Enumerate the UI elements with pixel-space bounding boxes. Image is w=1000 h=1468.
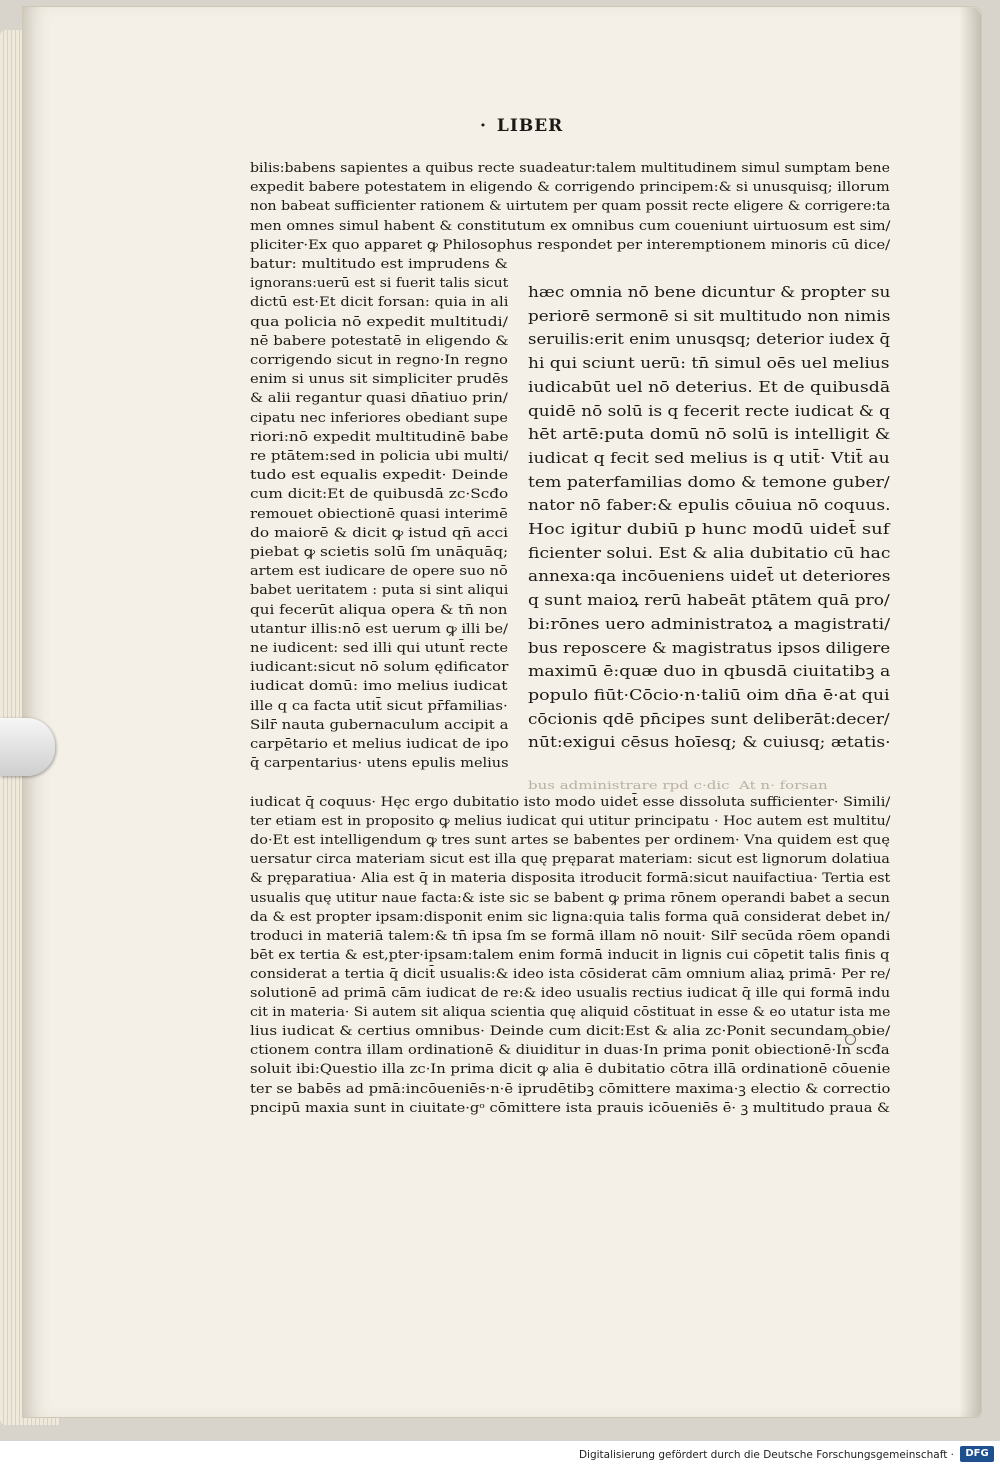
footer-credit: Digitalisierung gefördert durch die Deutsche Forschungsgemeinschaft · <box>578 1449 954 1461</box>
right-column-line: nator nō faber:& epulis cōuiua nō coquus. <box>528 497 891 515</box>
right-column-line: quidē nō solū is q fecerit recte iudicat & q <box>528 402 890 420</box>
bottom-text-line: & pręparatiua· Alia est q̄ in materia disposita itroducit formā:sicut nauifactiua· Tertia est <box>250 871 891 887</box>
left-column-line: piebat ꝙ scietis solū ſm unāquāq; <box>250 545 509 560</box>
right-column-line: iudicabūt uel nō deterius. Et de quibusdā <box>528 378 891 396</box>
right-column-line: ficienter solui. Est & alia dubitatio cū hac <box>528 544 891 562</box>
show-through-text: bus administrare rpd c·dic At n· forsan <box>528 779 828 792</box>
bottom-text-line: usualis quę utitur naue facta:& iste sic se babent ꝙ prima rōnem operandi babet a secun <box>250 890 890 906</box>
right-column-line: tem paterfamilias domo & temone guber/ <box>528 473 890 491</box>
right-column-line: seruilis:erit enim unusqsq; deterior iudex q̄ <box>528 331 891 349</box>
left-column-line: cum dicit:Et de quibusdā zc·Scđo <box>250 487 509 503</box>
ink-mark <box>845 1034 856 1045</box>
left-column-line: q̄ carpentarius· utens epulis melius <box>250 756 509 772</box>
left-column-line: riori:nō expedit multitudinē babe <box>250 429 509 445</box>
bottom-text-line: lius iudicat & certius omnibus· Deinde cum dicit:Est & alia zc·Ponit secundam obie/ <box>250 1024 891 1040</box>
right-column-line: hi qui sciunt uerū: tn̄ simul oēs uel melius <box>528 355 890 373</box>
left-column-line: cipatu nec inferiores obediant supe <box>250 410 508 426</box>
left-column-line: carpētario et melius iudicat de ipo <box>250 737 509 752</box>
right-column-line: annexa:qa incōueniens uidet̄ ut deteriores <box>528 568 891 586</box>
left-column-line: nē babere potestatē in eligendo & <box>250 333 509 349</box>
left-column-line: utantur illis:nō est uerum ꝙ illi be/ <box>250 621 509 637</box>
bottom-text-line: da & est propter ipsam:disponit enim sic ligna:quia talis forma quā considerat debet in/ <box>250 909 890 925</box>
bottom-text-line: ctionem contra illam ordinationē & diuiditur in duas·In prima ponit obiectionē·In scđa <box>250 1043 890 1059</box>
left-column-line: ne iudicent: sed illi qui utunt̄ recte <box>250 641 509 656</box>
right-column-line: hēt artē:puta domū nō solū is intelligit & <box>528 426 891 444</box>
running-head-text: LIBER <box>496 116 564 136</box>
right-column-line: maximū ē:quæ duo in qbusdā ciuitatibꝫ a <box>528 663 891 681</box>
bottom-text-line: cit in materia· Si autem sit aliqua scientia quę aliquid cōstituat in esse & eo utatur ista me <box>250 1005 891 1021</box>
bottom-text-line: troduci in materiā talem:& tn̄ ipsa ſm se formā illam nō nouit· Silr̄ secūda rōem opandi <box>250 928 891 944</box>
left-column-line: & alii regantur quasi dn̄atiuo prin/ <box>250 391 508 407</box>
left-column-line: remouet obiectionē quasi interimē <box>250 506 508 522</box>
right-column-line: periorē sermonē si sit multitudo non nimis <box>528 307 891 325</box>
bottom-text-line: soluit ibi:Questio illa zc·In prima dicit ꝙ alia ē dubitatio cōtra illā ordinationē cōuenie <box>250 1062 891 1078</box>
running-head: · LIBER <box>480 116 564 136</box>
left-column-line: Silr̄ nauta gubernaculum accipit a <box>250 717 509 733</box>
left-column-line: qui fecerūt aliqua opera & tn̄ non <box>250 602 508 618</box>
top-text-line: pliciter·Ex quo apparet ꝙ Philosophus respondet per interemptionem minoris cū dice/ <box>250 237 891 253</box>
right-column-line: bi:rōnes uero administratoꝝ a magistrati/ <box>528 615 891 633</box>
left-column-line: babet ueritatem : puta si sint aliqui <box>250 583 509 599</box>
right-column-line: q sunt maioꝝ rerū habeāt ptātem quā pro/ <box>528 592 890 610</box>
right-column-line: cōcionis qdē pn̄cipes sunt deliberāt:decer/ <box>528 710 890 728</box>
left-column-line: ignorans:uerū est si fuerit talis sicut <box>250 276 509 292</box>
top-text-line: expedit babere potestatem in eligendo & corrigendo principem:& si unusquisq; illorum <box>250 180 890 196</box>
bottom-text-line: uersatur circa materiam sicut est illa quę pręparat materiam: sicut est lignorum dolatiua <box>250 852 890 868</box>
left-column-line: tudo est equalis expedit· Deinde <box>250 468 509 484</box>
bottom-text-line: solutionē ad primā cām iudicat de re:& ideo usualis rectius iudicat q̄ ille qui formā indu <box>250 986 891 1001</box>
right-column-line: populo fiūt·Cōcio·n·taliū oim dn̄a ē·at qui <box>528 686 890 704</box>
bottom-text-line: ter se babēs ad pmā:incōueniēs·n·ē iprudētibꝫ cōmittere maxima·ꝫ electio & correctio <box>250 1081 891 1097</box>
page-curl-shadow <box>959 7 981 1417</box>
bottom-text-line: considerat a tertia q̄ dicit̄ usualis:& ideo ista cōsiderat cām omnium aliaꝝ primā· Per re/ <box>250 966 891 982</box>
top-text-line: bilis:babens sapientes a quibus recte suadeatur:talem multitudinem simul sumptam bene <box>250 161 890 176</box>
bottom-text-line: bēt ex tertia & est,pter·ipsam:talem enim formā inducit in lignis cui cōpetit talis finis q <box>250 947 890 963</box>
bottom-text-line: iudicat q̄ coquus· Hęc ergo dubitatio isto modo uidet̄ esse dissoluta sufficienter· Simili/ <box>250 795 891 810</box>
left-column-line: qua policia nō expedit multitudi/ <box>250 314 508 330</box>
left-column-line: iudicant:sicut nō solum ędificator <box>250 660 509 676</box>
top-text-line: men omnes simul habent & constitutum ex omnibus cum coueniunt uirtuosum est sim/ <box>250 218 891 234</box>
left-column-line: do maiorē & dicit ꝙ istud qn̄ acci <box>250 525 509 541</box>
left-column-line: dictū est·Et dicit forsan: quia in ali <box>250 295 509 311</box>
bottom-text-line: pncipū maxia sunt in ciuitate·gᵒ cōmittere ista prauis icōueniēs ē· ꝫ multitudo praua & <box>250 1100 891 1116</box>
bottom-text-line: do·Et est intelligendum ꝙ tres sunt artes se babentes per ordinem· Vna quidem est quę <box>250 833 890 849</box>
bottom-text-line: ter etiam est in proposito ꝙ melius iudicat qui utitur principatu · Hoc autem est multitu/ <box>250 814 891 830</box>
left-column-line: corrigendo sicut in regno·In regno <box>250 353 508 368</box>
dfg-logo: DFG <box>960 1446 994 1462</box>
left-column-line: enim si unus sit simpliciter prudēs <box>250 372 509 388</box>
footer-bar <box>0 1440 1000 1468</box>
page-clip <box>0 718 55 776</box>
right-column-line: iudicat q fecit sed melius is q utit̄· Vtit̄ au <box>528 449 890 467</box>
left-column-line: ille q ca facta utit̄ sicut pr̄familias· <box>250 698 508 714</box>
right-column-line: nūt:exigui cēsus hoīesq; & cuiusq; ætatis· <box>528 734 891 752</box>
left-column-line: re ptātem:sed in policia ubi multi/ <box>250 449 509 464</box>
left-column-line: iudicat domū: imo melius iudicat <box>250 679 508 695</box>
left-column-line: artem est iudicare de opere suo nō <box>250 564 508 580</box>
right-column-line: hæc omnia nō bene dicuntur & propter su <box>528 284 891 301</box>
top-text-line: non babeat sufficienter rationem & uirtutem per quam possit recte eligere & corrigere:ta <box>250 199 891 215</box>
right-column-line: bus reposcere & magistratus ipsos diligere <box>528 639 891 657</box>
left-column-line: batur: multitudo est imprudens & <box>250 257 508 272</box>
right-column-line: Hoc igitur dubiū p hunc modū uidet̄ suf <box>528 521 890 538</box>
